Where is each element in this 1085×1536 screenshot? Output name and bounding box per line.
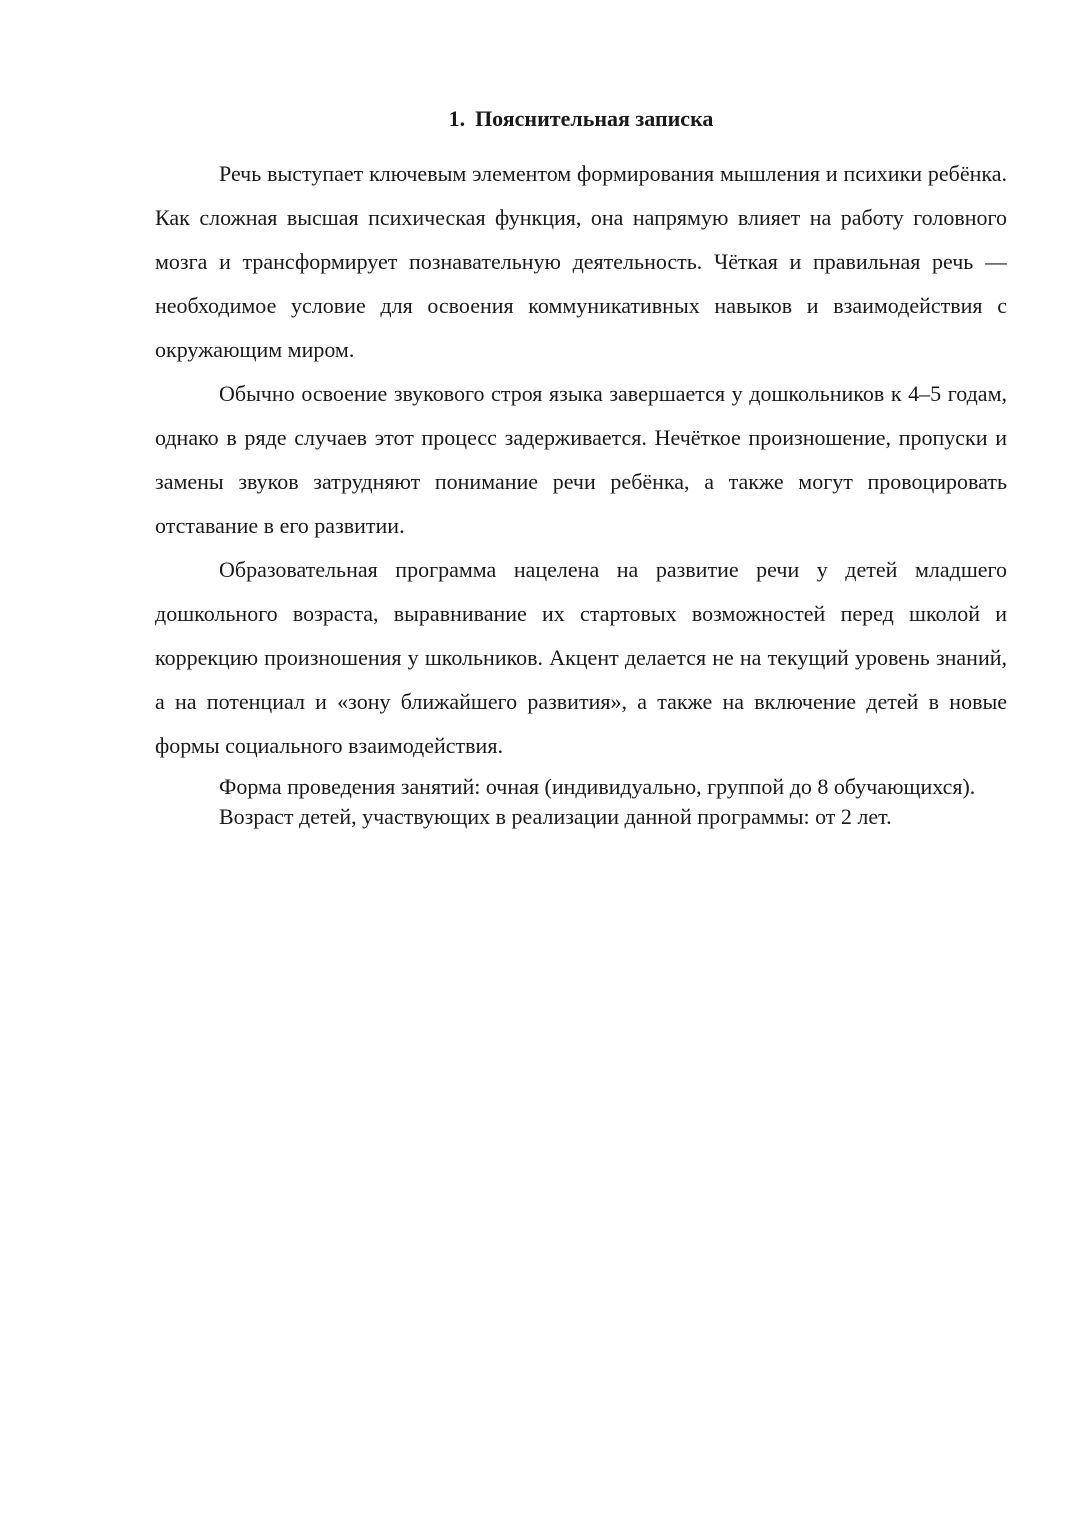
page-content	[155, 104, 1007, 832]
paragraph-program-goals: Образовательная программа нацелена на развитие речи у детей младшего дошкольного возраста, выравнивание их стартовых возможностей перед школой и коррекцию произношения у школьников. Акцент делается не на текущий уровень знаний, а на потенциал и «зону ближайшего развития», а также на включение детей в новые формы социального взаимодействия.	[155, 557, 1007, 758]
section-number: 1.	[448, 106, 466, 131]
paragraph-speech-role: Речь выступает ключевым элементом формирования мышления и психики ребёнка. Как сложная высшая психическая функция, она напрямую влияет на работу головного мозга и трансформирует познавательную деятельность. Чёткая и правильная речь — необходимое условие для освоения коммуникативных навыков и взаимодействия с окружающим миром.	[155, 161, 1007, 362]
section-title: Пояснительная записка	[475, 106, 714, 131]
paragraph-lesson-format: Форма проведения занятий: очная (индивидуально, группой до 8 обучающихся).	[219, 774, 976, 799]
section-heading	[155, 104, 1007, 134]
paragraph-sound-acquisition: Обычно освоение звукового строя языка завершается у дошкольников к 4–5 годам, однако в ряде случаев этот процесс задерживается. Нечёткое произношение, пропуски и замены звуков затрудняют понимание речи ребёнка, а также могут провоцировать отставание в его развитии.	[155, 381, 1007, 538]
paragraph-age-range: Возраст детей, участвующих в реализации данной программы: от 2 лет.	[219, 804, 892, 829]
